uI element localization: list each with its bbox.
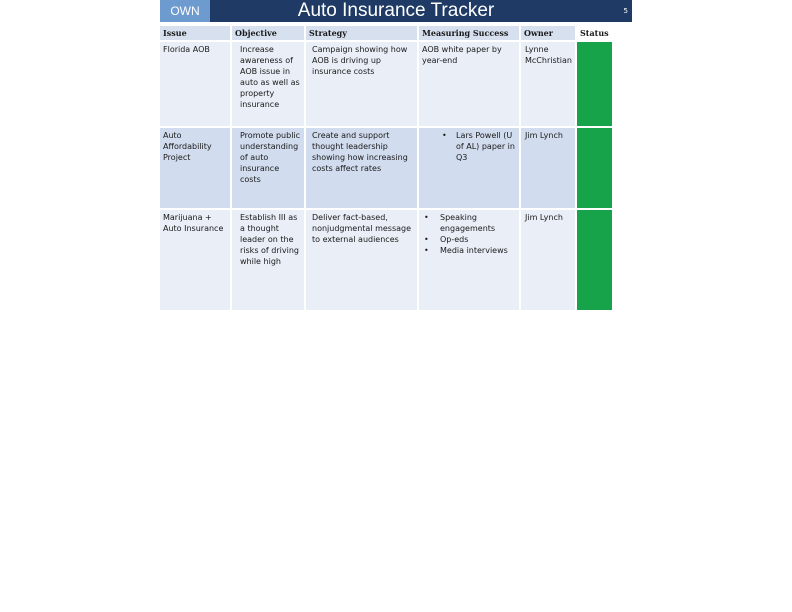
tracker-table (158, 24, 614, 312)
table-row (160, 42, 612, 126)
measuring-success-list (422, 130, 516, 163)
cell-issue: Auto Affordability Project (160, 128, 230, 208)
table-header-row (160, 26, 612, 40)
status-indicator (577, 128, 612, 208)
cell-objective: Promote public understanding of auto insurance costs (232, 128, 304, 208)
list-item: • Lars Powell (U of AL) paper in Q3 (422, 130, 516, 163)
column-header-measuring-success: Measuring Success (419, 26, 519, 40)
cell-owner: Jim Lynch (521, 128, 575, 208)
column-header-objective: Objective (232, 26, 304, 40)
cell-strategy: Deliver fact-based, nonjudgmental message to external audiences (306, 210, 417, 310)
column-header-owner: Owner (521, 26, 575, 40)
column-header-strategy: Strategy (306, 26, 417, 40)
table-row (160, 128, 612, 208)
cell-measuring-success (419, 128, 519, 208)
status-indicator (577, 210, 612, 310)
list-item: • Op-eds (422, 234, 516, 245)
list-item: • Speaking engagements (422, 212, 516, 234)
cell-issue: Florida AOB (160, 42, 230, 126)
table-row (160, 210, 612, 310)
column-header-status: Status (577, 26, 612, 40)
measuring-success-list (422, 212, 516, 256)
status-indicator (577, 42, 612, 126)
page-number: 5 (623, 7, 628, 15)
cell-measuring-success (419, 210, 519, 310)
cell-owner: Jim Lynch (521, 210, 575, 310)
cell-strategy: Campaign showing how AOB is driving up insurance costs (306, 42, 417, 126)
cell-objective: Establish III as a thought leader on the risks of driving while high (232, 210, 304, 310)
own-tab: OWN (160, 0, 210, 22)
column-header-issue: Issue (160, 26, 230, 40)
list-item: • Media interviews (422, 245, 516, 256)
cell-measuring-success: AOB white paper by year-end (419, 42, 519, 126)
page-title: Auto Insurance Tracker (297, 0, 495, 21)
cell-objective: Increase awareness of AOB issue in auto as well as property insurance (232, 42, 304, 126)
cell-issue: Marijuana + Auto Insurance (160, 210, 230, 310)
cell-owner: Lynne McChristian (521, 42, 575, 126)
cell-strategy: Create and support thought leadership showing how increasing costs affect rates (306, 128, 417, 208)
